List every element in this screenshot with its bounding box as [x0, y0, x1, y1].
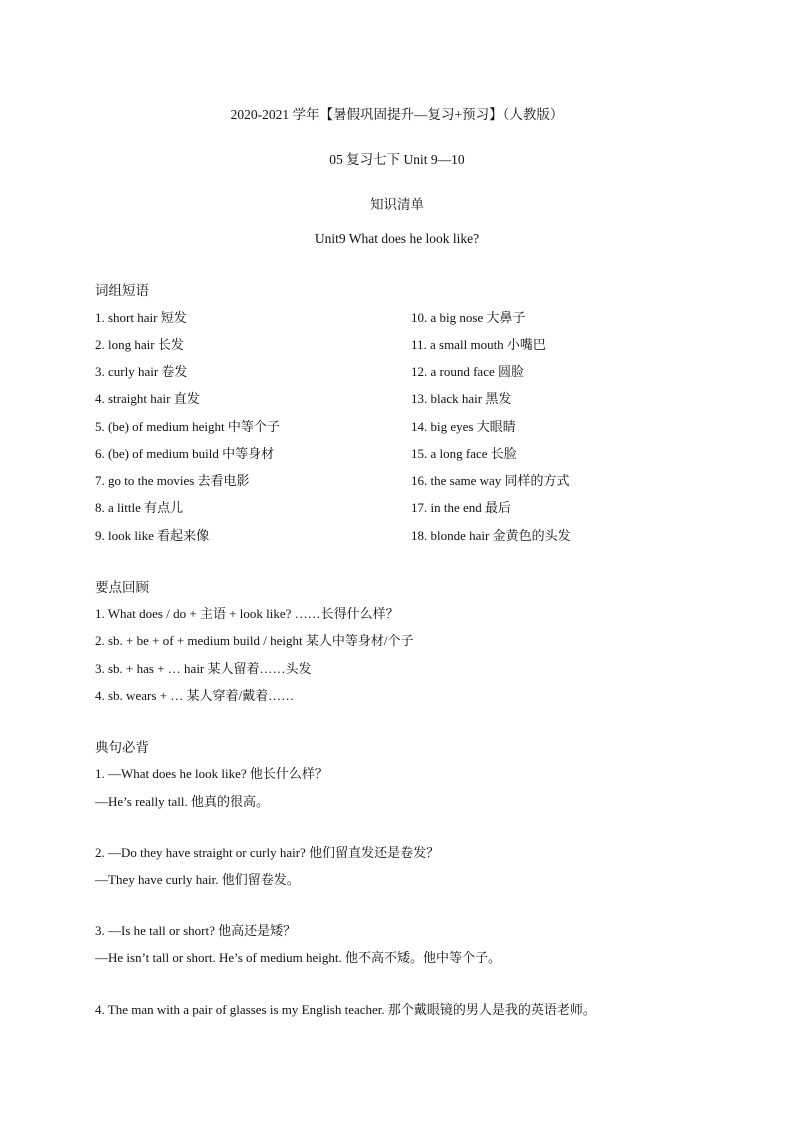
phrase-item: 7. go to the movies 去看电影 [95, 473, 250, 488]
sentence-item: 4. The man with a pair of glasses is my English teacher. 那个戴眼镜的男人是我的英语老师。 [95, 1002, 596, 1017]
sentence-question: 2. —Do they have straight or curly hair? 他们留直发还是卷发？ [95, 845, 440, 860]
sentence-answer: —He’s really tall. 他真的很高。 [95, 794, 270, 809]
phrase-item: 8. a little 有点儿 [95, 500, 184, 515]
unit-title: Unit9 What does he look like? [314, 231, 480, 246]
phrases-heading: 词组短语 [95, 283, 149, 298]
sentence-question: 1. —What does he look like? 他长什么样？ [95, 766, 328, 781]
phrase-item: 5. (be) of medium height 中等个子 [95, 419, 280, 434]
phrase-item: 17. in the end 最后 [411, 500, 512, 515]
sentence-question: 3. —Is he tall or short? 他高还是矮？ [95, 923, 297, 938]
sentence-answer: —They have curly hair. 他们留卷发。 [95, 872, 300, 887]
key-point-item: 1. What does / do + 主语 + look like? ……长得什么样？ [95, 606, 399, 621]
document-subtitle: 05 复习七下 Unit 9—10 [329, 152, 465, 167]
sentences-heading: 典句必背 [95, 740, 149, 755]
document-title: 2020-2021 学年【暑假巩固提升—复习+预习】（人教版） [230, 107, 564, 122]
phrase-item: 9. look like 看起来像 [95, 528, 210, 543]
section-title: 知识清单 [370, 197, 424, 212]
sentence-answer: —He isn’t tall or short. He’s of medium height. 他不高不矮。他中等个子。 [95, 950, 501, 965]
phrase-item: 13. black hair 黑发 [411, 391, 512, 406]
phrase-item: 15. a long face 长脸 [411, 446, 517, 461]
key-point-item: 3. sb. + has + … hair 某人留着……头发 [95, 661, 312, 676]
phrase-item: 6. (be) of medium build 中等身材 [95, 446, 275, 461]
phrase-item: 12. a round face 圆脸 [411, 364, 524, 379]
key-points-heading: 要点回顾 [95, 580, 149, 595]
key-point-item: 4. sb. wears + … 某人穿着/戴着…… [95, 688, 295, 703]
phrase-item: 10. a big nose 大鼻子 [411, 310, 526, 325]
phrase-item: 16. the same way 同样的方式 [411, 473, 570, 488]
phrase-item: 3. curly hair 卷发 [95, 364, 188, 379]
key-point-item: 2. sb. + be + of + medium build / height 某人中等身材/个子 [95, 633, 414, 648]
phrase-item: 11. a small mouth 小嘴巴 [411, 337, 546, 352]
phrase-item: 2. long hair 长发 [95, 337, 184, 352]
phrase-item: 4. straight hair 直发 [95, 391, 200, 406]
phrase-item: 18. blonde hair 金黄色的头发 [411, 528, 571, 543]
phrase-item: 14. big eyes 大眼睛 [411, 419, 516, 434]
phrase-item: 1. short hair 短发 [95, 310, 187, 325]
